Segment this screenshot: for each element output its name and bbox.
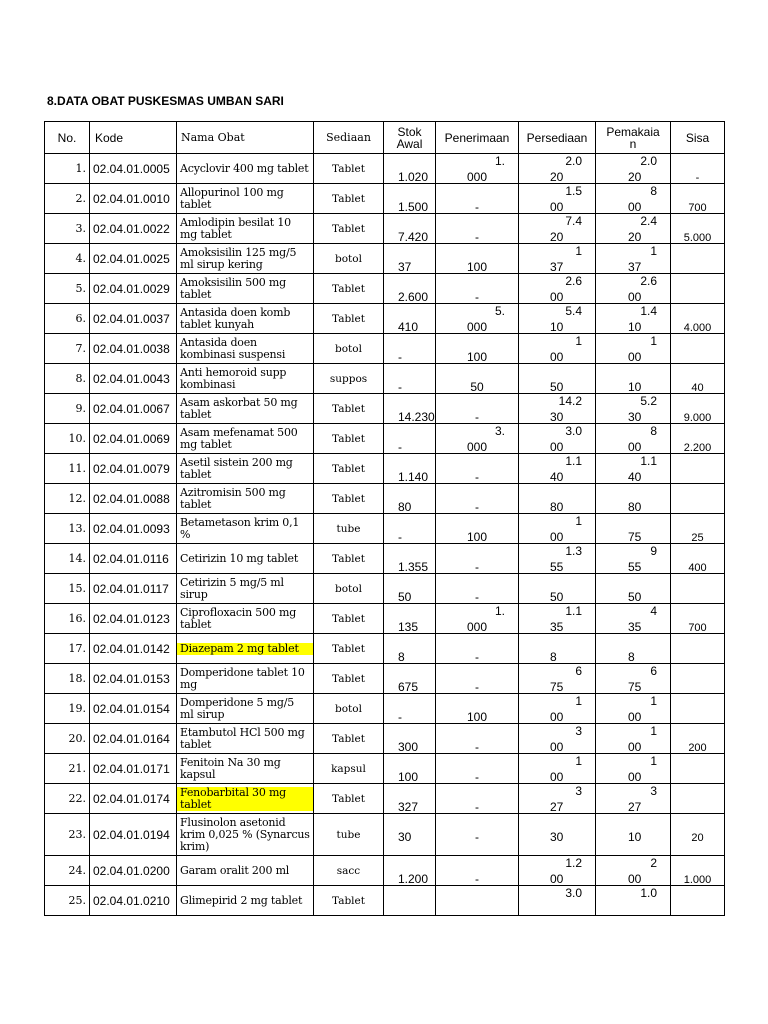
row-sediaan: botol <box>314 244 384 274</box>
row-pemakaian: 8 00 <box>596 424 671 454</box>
row-persediaan: 3.0 00 <box>519 424 596 454</box>
row-nama-obat: Asam mefenamat 500 mg tablet <box>177 424 314 454</box>
page-title: 8.DATA OBAT PUSKESMAS UMBAN SARI <box>47 94 284 108</box>
row-nama-obat: Antasida doen kombinasi suspensi <box>177 334 314 364</box>
row-persediaan: 2.0 20 <box>519 154 596 184</box>
row-persediaan: 80 <box>519 484 596 514</box>
row-penerimaan: - <box>436 484 519 514</box>
row-kode: 02.04.01.0088 <box>90 484 177 514</box>
header-sisa: Sisa <box>671 122 725 154</box>
row-nama-obat: Cetirizin 10 mg tablet <box>177 544 314 574</box>
row-sisa <box>671 484 725 514</box>
table-row <box>45 514 725 544</box>
row-nama-obat: Garam oralit 200 ml <box>177 856 314 886</box>
table-row <box>45 544 725 574</box>
row-pemakaian: 8 00 <box>596 184 671 214</box>
row-stok-awal: 300 <box>384 724 436 754</box>
row-persediaan: 14.2 30 <box>519 394 596 424</box>
row-sisa: 25 <box>671 514 725 544</box>
row-persediaan: 6 75 <box>519 664 596 694</box>
row-kode: 02.04.01.0037 <box>90 304 177 334</box>
row-sisa <box>671 244 725 274</box>
row-number: 11. <box>45 454 90 484</box>
row-persediaan: 1.1 35 <box>519 604 596 634</box>
table-row <box>45 394 725 424</box>
row-kode: 02.04.01.0038 <box>90 334 177 364</box>
table-row <box>45 244 725 274</box>
row-nama-obat: Ciprofloxacin 500 mg tablet <box>177 604 314 634</box>
row-sediaan: Tablet <box>314 184 384 214</box>
row-penerimaan: - <box>436 394 519 424</box>
row-penerimaan: - <box>436 544 519 574</box>
highlighted-drug-name: Fenobarbital 30 mg tablet <box>177 787 313 811</box>
row-pemakaian: 1 00 <box>596 694 671 724</box>
row-nama-obat: Betametason krim 0,1 % <box>177 514 314 544</box>
row-sisa <box>671 664 725 694</box>
row-persediaan: 3 00 <box>519 724 596 754</box>
row-nama-obat: Asetil sistein 200 mg tablet <box>177 454 314 484</box>
row-stok-awal: 675 <box>384 664 436 694</box>
row-pemakaian: 2.4 20 <box>596 214 671 244</box>
row-penerimaan: 3. 000 <box>436 424 519 454</box>
row-penerimaan: - <box>436 634 519 664</box>
row-nama-obat: Flusinolon asetonid krim 0,025 % (Synarcus krim) <box>177 814 314 856</box>
table-row <box>45 454 725 484</box>
row-persediaan: 1 37 <box>519 244 596 274</box>
row-nama-obat: Etambutol HCl 500 mg tablet <box>177 724 314 754</box>
row-sediaan: Tablet <box>314 724 384 754</box>
row-nama-obat: Amoksisilin 500 mg tablet <box>177 274 314 304</box>
row-nama-obat: Glimepirid 2 mg tablet <box>177 886 314 916</box>
row-number: 8. <box>45 364 90 394</box>
row-sediaan: botol <box>314 574 384 604</box>
row-nama-obat: Antasida doen komb tablet kunyah <box>177 304 314 334</box>
row-sediaan: Tablet <box>314 154 384 184</box>
row-stok-awal: 327 <box>384 784 436 814</box>
row-sisa: 20 <box>671 814 725 856</box>
table-body <box>45 154 725 916</box>
row-kode: 02.04.01.0123 <box>90 604 177 634</box>
row-pemakaian: 1 00 <box>596 334 671 364</box>
row-nama-obat: Cetirizin 5 mg/5 ml sirup <box>177 574 314 604</box>
row-kode: 02.04.01.0200 <box>90 856 177 886</box>
table-row <box>45 214 725 244</box>
row-nama-obat <box>177 634 314 664</box>
row-sediaan: Tablet <box>314 394 384 424</box>
row-sediaan: Tablet <box>314 424 384 454</box>
row-kode: 02.04.01.0154 <box>90 694 177 724</box>
row-kode: 02.04.01.0210 <box>90 886 177 916</box>
row-nama-obat: Allopurinol 100 mg tablet <box>177 184 314 214</box>
row-number: 24. <box>45 856 90 886</box>
row-penerimaan: - <box>436 724 519 754</box>
row-stok-awal: - <box>384 364 436 394</box>
row-stok-awal: - <box>384 334 436 364</box>
row-penerimaan: - <box>436 214 519 244</box>
row-pemakaian: 4 35 <box>596 604 671 634</box>
row-penerimaan: - <box>436 664 519 694</box>
row-stok-awal: 135 <box>384 604 436 634</box>
row-pemakaian: 10 <box>596 364 671 394</box>
row-kode: 02.04.01.0142 <box>90 634 177 664</box>
row-persediaan: 1.2 00 <box>519 856 596 886</box>
table-row <box>45 784 725 814</box>
row-penerimaan: - <box>436 856 519 886</box>
row-sisa <box>671 334 725 364</box>
row-penerimaan: 100 <box>436 694 519 724</box>
row-sediaan: tube <box>314 514 384 544</box>
row-nama-obat: Domperidone tablet 10 mg <box>177 664 314 694</box>
table-row <box>45 484 725 514</box>
row-nama-obat: Amoksisilin 125 mg/5 ml sirup kering <box>177 244 314 274</box>
row-stok-awal: - <box>384 694 436 724</box>
header-nama-obat: Nama Obat <box>177 122 314 154</box>
row-number: 5. <box>45 274 90 304</box>
row-sediaan: suppos <box>314 364 384 394</box>
table-row <box>45 694 725 724</box>
row-nama-obat: Domperidone 5 mg/5 ml sirup <box>177 694 314 724</box>
row-number: 4. <box>45 244 90 274</box>
row-penerimaan: 50 <box>436 364 519 394</box>
row-penerimaan: 100 <box>436 244 519 274</box>
row-pemakaian: 2.0 20 <box>596 154 671 184</box>
row-stok-awal: 2.600 <box>384 274 436 304</box>
row-penerimaan: - <box>436 454 519 484</box>
row-nama-obat: Asam askorbat 50 mg tablet <box>177 394 314 424</box>
row-penerimaan: - <box>436 784 519 814</box>
row-kode: 02.04.01.0093 <box>90 514 177 544</box>
table-row <box>45 634 725 664</box>
row-sediaan: Tablet <box>314 634 384 664</box>
row-stok-awal: 8 <box>384 634 436 664</box>
row-pemakaian: 3 27 <box>596 784 671 814</box>
header-stok-awal: Stok Awal <box>384 122 436 154</box>
row-kode: 02.04.01.0025 <box>90 244 177 274</box>
row-persediaan: 1.1 40 <box>519 454 596 484</box>
row-sediaan: Tablet <box>314 454 384 484</box>
row-sisa: 4.000 <box>671 304 725 334</box>
row-pemakaian: 10 <box>596 814 671 856</box>
row-persediaan: 50 <box>519 364 596 394</box>
row-sediaan: Tablet <box>314 886 384 916</box>
row-penerimaan: - <box>436 184 519 214</box>
row-sisa: 1.000 <box>671 856 725 886</box>
row-sediaan: kapsul <box>314 754 384 784</box>
row-sisa <box>671 634 725 664</box>
row-nama-obat: Amlodipin besilat 10 mg tablet <box>177 214 314 244</box>
table-row <box>45 274 725 304</box>
row-sisa: 400 <box>671 544 725 574</box>
row-kode: 02.04.01.0029 <box>90 274 177 304</box>
row-nama-obat: Fenitoin Na 30 mg kapsul <box>177 754 314 784</box>
row-number: 21. <box>45 754 90 784</box>
row-sediaan: Tablet <box>314 604 384 634</box>
row-sisa: 5.000 <box>671 214 725 244</box>
table-header-row <box>45 122 725 154</box>
row-stok-awal <box>384 886 436 916</box>
row-stok-awal: 1.020 <box>384 154 436 184</box>
row-sediaan: sacc <box>314 856 384 886</box>
row-sisa <box>671 454 725 484</box>
row-persediaan: 1 00 <box>519 514 596 544</box>
row-stok-awal: 410 <box>384 304 436 334</box>
row-kode: 02.04.01.0067 <box>90 394 177 424</box>
table-row <box>45 814 725 856</box>
row-sisa <box>671 574 725 604</box>
row-sediaan: Tablet <box>314 214 384 244</box>
table-row <box>45 424 725 454</box>
row-number: 6. <box>45 304 90 334</box>
row-number: 17. <box>45 634 90 664</box>
row-sisa: 40 <box>671 364 725 394</box>
row-sediaan: botol <box>314 694 384 724</box>
row-stok-awal: 80 <box>384 484 436 514</box>
row-kode: 02.04.01.0174 <box>90 784 177 814</box>
row-sisa: 200 <box>671 724 725 754</box>
row-number: 18. <box>45 664 90 694</box>
row-persediaan: 1.5 00 <box>519 184 596 214</box>
row-penerimaan: - <box>436 754 519 784</box>
row-number: 14. <box>45 544 90 574</box>
table-row <box>45 154 725 184</box>
row-stok-awal: 14.230 <box>384 394 436 424</box>
row-pemakaian: 80 <box>596 484 671 514</box>
highlighted-drug-name: Diazepam 2 mg tablet <box>177 643 313 655</box>
row-sediaan: Tablet <box>314 664 384 694</box>
table-row <box>45 754 725 784</box>
row-persediaan: 1 00 <box>519 334 596 364</box>
table-row <box>45 304 725 334</box>
row-sediaan: Tablet <box>314 784 384 814</box>
table-row <box>45 724 725 754</box>
row-stok-awal: 30 <box>384 814 436 856</box>
row-kode: 02.04.01.0153 <box>90 664 177 694</box>
row-pemakaian: 50 <box>596 574 671 604</box>
row-sisa: - <box>671 154 725 184</box>
row-kode: 02.04.01.0069 <box>90 424 177 454</box>
row-stok-awal: 7.420 <box>384 214 436 244</box>
row-pemakaian: 75 <box>596 514 671 544</box>
row-kode: 02.04.01.0043 <box>90 364 177 394</box>
row-number: 25. <box>45 886 90 916</box>
row-kode: 02.04.01.0164 <box>90 724 177 754</box>
row-kode: 02.04.01.0022 <box>90 214 177 244</box>
table-row <box>45 334 725 364</box>
row-penerimaan <box>436 886 519 916</box>
row-kode: 02.04.01.0171 <box>90 754 177 784</box>
row-number: 15. <box>45 574 90 604</box>
row-stok-awal: - <box>384 514 436 544</box>
row-persediaan: 1 00 <box>519 754 596 784</box>
row-number: 9. <box>45 394 90 424</box>
row-persediaan: 5.4 10 <box>519 304 596 334</box>
row-sediaan: Tablet <box>314 544 384 574</box>
row-nama-obat: Anti hemoroid supp kombinasi <box>177 364 314 394</box>
table-row <box>45 604 725 634</box>
row-persediaan: 1.3 55 <box>519 544 596 574</box>
row-pemakaian: 6 75 <box>596 664 671 694</box>
row-sisa: 9.000 <box>671 394 725 424</box>
row-sediaan: Tablet <box>314 304 384 334</box>
row-stok-awal: 37 <box>384 244 436 274</box>
row-penerimaan: - <box>436 274 519 304</box>
row-persediaan: 3.0 <box>519 886 596 916</box>
row-stok-awal: 1.355 <box>384 544 436 574</box>
row-stok-awal: 100 <box>384 754 436 784</box>
row-stok-awal: - <box>384 424 436 454</box>
row-kode: 02.04.01.0117 <box>90 574 177 604</box>
header-no: No. <box>45 122 90 154</box>
row-persediaan: 2.6 00 <box>519 274 596 304</box>
row-persediaan: 8 <box>519 634 596 664</box>
row-sisa: 700 <box>671 604 725 634</box>
row-pemakaian: 2 00 <box>596 856 671 886</box>
row-number: 10. <box>45 424 90 454</box>
row-pemakaian: 9 55 <box>596 544 671 574</box>
row-number: 1. <box>45 154 90 184</box>
row-number: 16. <box>45 604 90 634</box>
row-sisa: 700 <box>671 184 725 214</box>
row-number: 23. <box>45 814 90 856</box>
table-row <box>45 364 725 394</box>
row-penerimaan: 100 <box>436 514 519 544</box>
row-pemakaian: 1.0 <box>596 886 671 916</box>
row-kode: 02.04.01.0079 <box>90 454 177 484</box>
row-sisa <box>671 694 725 724</box>
row-persediaan: 3 27 <box>519 784 596 814</box>
row-number: 13. <box>45 514 90 544</box>
row-penerimaan: - <box>436 574 519 604</box>
row-number: 19. <box>45 694 90 724</box>
row-persediaan: 1 00 <box>519 694 596 724</box>
drug-table <box>44 121 725 916</box>
row-number: 22. <box>45 784 90 814</box>
row-pemakaian: 1 00 <box>596 724 671 754</box>
row-pemakaian: 1.4 10 <box>596 304 671 334</box>
row-penerimaan: - <box>436 814 519 856</box>
row-stok-awal: 1.500 <box>384 184 436 214</box>
row-kode: 02.04.01.0194 <box>90 814 177 856</box>
row-sediaan: Tablet <box>314 484 384 514</box>
row-pemakaian: 5.2 30 <box>596 394 671 424</box>
row-stok-awal: 1.200 <box>384 856 436 886</box>
table-row <box>45 664 725 694</box>
row-number: 12. <box>45 484 90 514</box>
row-sisa <box>671 886 725 916</box>
row-pemakaian: 1 37 <box>596 244 671 274</box>
header-sediaan: Sediaan <box>314 122 384 154</box>
row-nama-obat: Azitromisin 500 mg tablet <box>177 484 314 514</box>
table-row <box>45 856 725 886</box>
row-kode: 02.04.01.0116 <box>90 544 177 574</box>
row-pemakaian: 1.1 40 <box>596 454 671 484</box>
header-persediaan: Persediaan <box>519 122 596 154</box>
row-number: 7. <box>45 334 90 364</box>
table-row <box>45 886 725 916</box>
row-pemakaian: 8 <box>596 634 671 664</box>
row-number: 3. <box>45 214 90 244</box>
header-pemakaian: Pemakaia n <box>596 122 671 154</box>
row-pemakaian: 1 00 <box>596 754 671 784</box>
row-sediaan: tube <box>314 814 384 856</box>
row-sediaan: Tablet <box>314 274 384 304</box>
row-nama-obat: Acyclovir 400 mg tablet <box>177 154 314 184</box>
row-number: 2. <box>45 184 90 214</box>
row-stok-awal: 50 <box>384 574 436 604</box>
row-kode: 02.04.01.0010 <box>90 184 177 214</box>
header-penerimaan: Penerimaan <box>436 122 519 154</box>
table-row <box>45 184 725 214</box>
header-kode: Kode <box>90 122 177 154</box>
row-penerimaan: 1. 000 <box>436 604 519 634</box>
row-penerimaan: 5. 000 <box>436 304 519 334</box>
row-sisa <box>671 274 725 304</box>
row-pemakaian: 2.6 00 <box>596 274 671 304</box>
row-penerimaan: 100 <box>436 334 519 364</box>
row-sediaan: botol <box>314 334 384 364</box>
row-persediaan: 50 <box>519 574 596 604</box>
table-row <box>45 574 725 604</box>
row-persediaan: 30 <box>519 814 596 856</box>
row-sisa <box>671 754 725 784</box>
row-sisa: 2.200 <box>671 424 725 454</box>
row-penerimaan: 1. 000 <box>436 154 519 184</box>
row-sisa <box>671 784 725 814</box>
row-nama-obat <box>177 784 314 814</box>
row-stok-awal: 1.140 <box>384 454 436 484</box>
row-persediaan: 7.4 20 <box>519 214 596 244</box>
row-kode: 02.04.01.0005 <box>90 154 177 184</box>
row-number: 20. <box>45 724 90 754</box>
